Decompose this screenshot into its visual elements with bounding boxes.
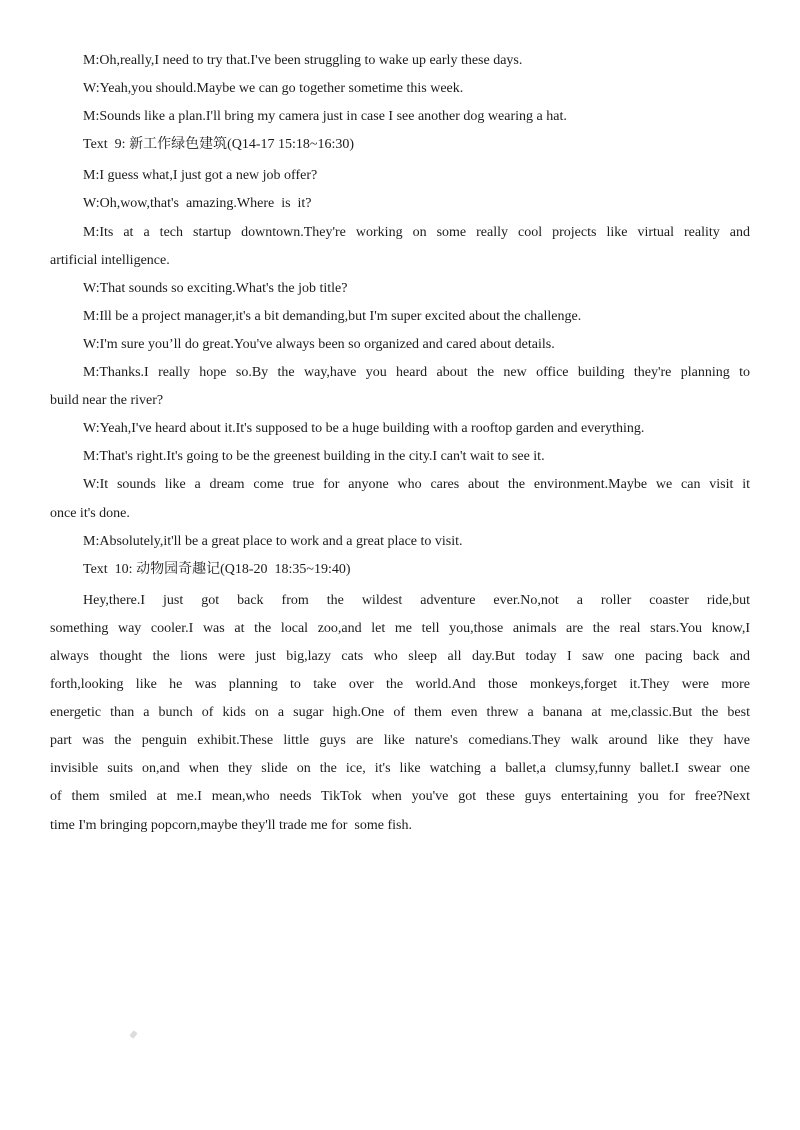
transcript-line: once it's done. xyxy=(50,505,130,521)
transcript-line: W:Yeah,you should.Maybe we can go together sometime this week. xyxy=(83,81,464,97)
section-heading: Text 10: 动物园奇趣记(Q18-20 18:35~19:40) xyxy=(83,561,351,577)
transcript-line: M:Sounds like a plan.I'll bring my camera just in case I see another dog wearing a hat. xyxy=(83,109,567,125)
transcript-line: artificial intelligence. xyxy=(50,252,170,268)
transcript-line: something way cooler.I was at the local zoo,and let me tell you,those animals are the real stars.You know,I xyxy=(50,620,750,636)
transcript-line: M:That's right.It's going to be the greenest building in the city.I can't wait to see it. xyxy=(83,449,545,465)
transcript-line: energetic than a bunch of kids on a sugar high.One of them even threw a banana at me,classic.But the best xyxy=(50,705,750,721)
transcript-line: invisible suits on,and when they slide on the ice, it's like watching a ballet,a clumsy,funny ballet.I swear one xyxy=(50,761,750,777)
transcript-line: W:It sounds like a dream come true for anyone who cares about the environment.Maybe we can visit it xyxy=(83,477,750,493)
transcript-line: W:I'm sure you’ll do great.You've always been so organized and cared about details. xyxy=(83,336,555,352)
transcript-line: of them smiled at me.I mean,who needs TikTok when you've got these guys entertaining you for free?Next xyxy=(50,789,750,805)
transcript-line: Hey,there.I just got back from the wildest adventure ever.No,not a roller coaster ride,but xyxy=(83,592,750,608)
transcript-line: M:Absolutely,it'll be a great place to work and a great place to visit. xyxy=(83,533,463,549)
transcript-page xyxy=(50,47,750,840)
transcript-line: part was the penguin exhibit.These little guys are like nature's comedians.They walk around like they have xyxy=(50,733,750,749)
transcript-line: always thought the lions were just big,lazy cats who sleep all day.But today I saw one pacing back and xyxy=(50,648,750,664)
transcript-line: build near the river? xyxy=(50,393,164,409)
transcript-line: M:Oh,really,I need to try that.I've been struggling to wake up early these days. xyxy=(83,53,523,68)
transcript-line: W:Oh,wow,that's amazing.Where is it? xyxy=(83,196,312,212)
section-heading: Text 9: 新工作绿色建筑(Q14-17 15:18~16:30) xyxy=(83,137,355,153)
transcript-line: W:Yeah,I've heard about it.It's supposed to be a huge building with a rooftop garden and everything. xyxy=(83,421,645,437)
transcript-line: M:Its at a tech startup downtown.They're working on some really cool projects like virtual reality and xyxy=(83,224,750,240)
transcript-line: forth,looking like he was planning to take over the world.And those monkeys,forget it.They were more xyxy=(50,677,750,693)
transcript-line: time I'm bringing popcorn,maybe they'll trade me for some fish. xyxy=(50,817,412,833)
transcript-line: M:Ill be a project manager,it's a bit demanding,but I'm super excited about the challenge. xyxy=(83,308,582,324)
transcript-line: M:Thanks.I really hope so.By the way,have you heard about the new office building they're planning to xyxy=(83,365,750,381)
transcript-line: W:That sounds so exciting.What's the job title? xyxy=(83,280,348,296)
transcript-line: M:I guess what,I just got a new job offer? xyxy=(83,168,318,184)
scan-artifact xyxy=(129,1030,137,1039)
